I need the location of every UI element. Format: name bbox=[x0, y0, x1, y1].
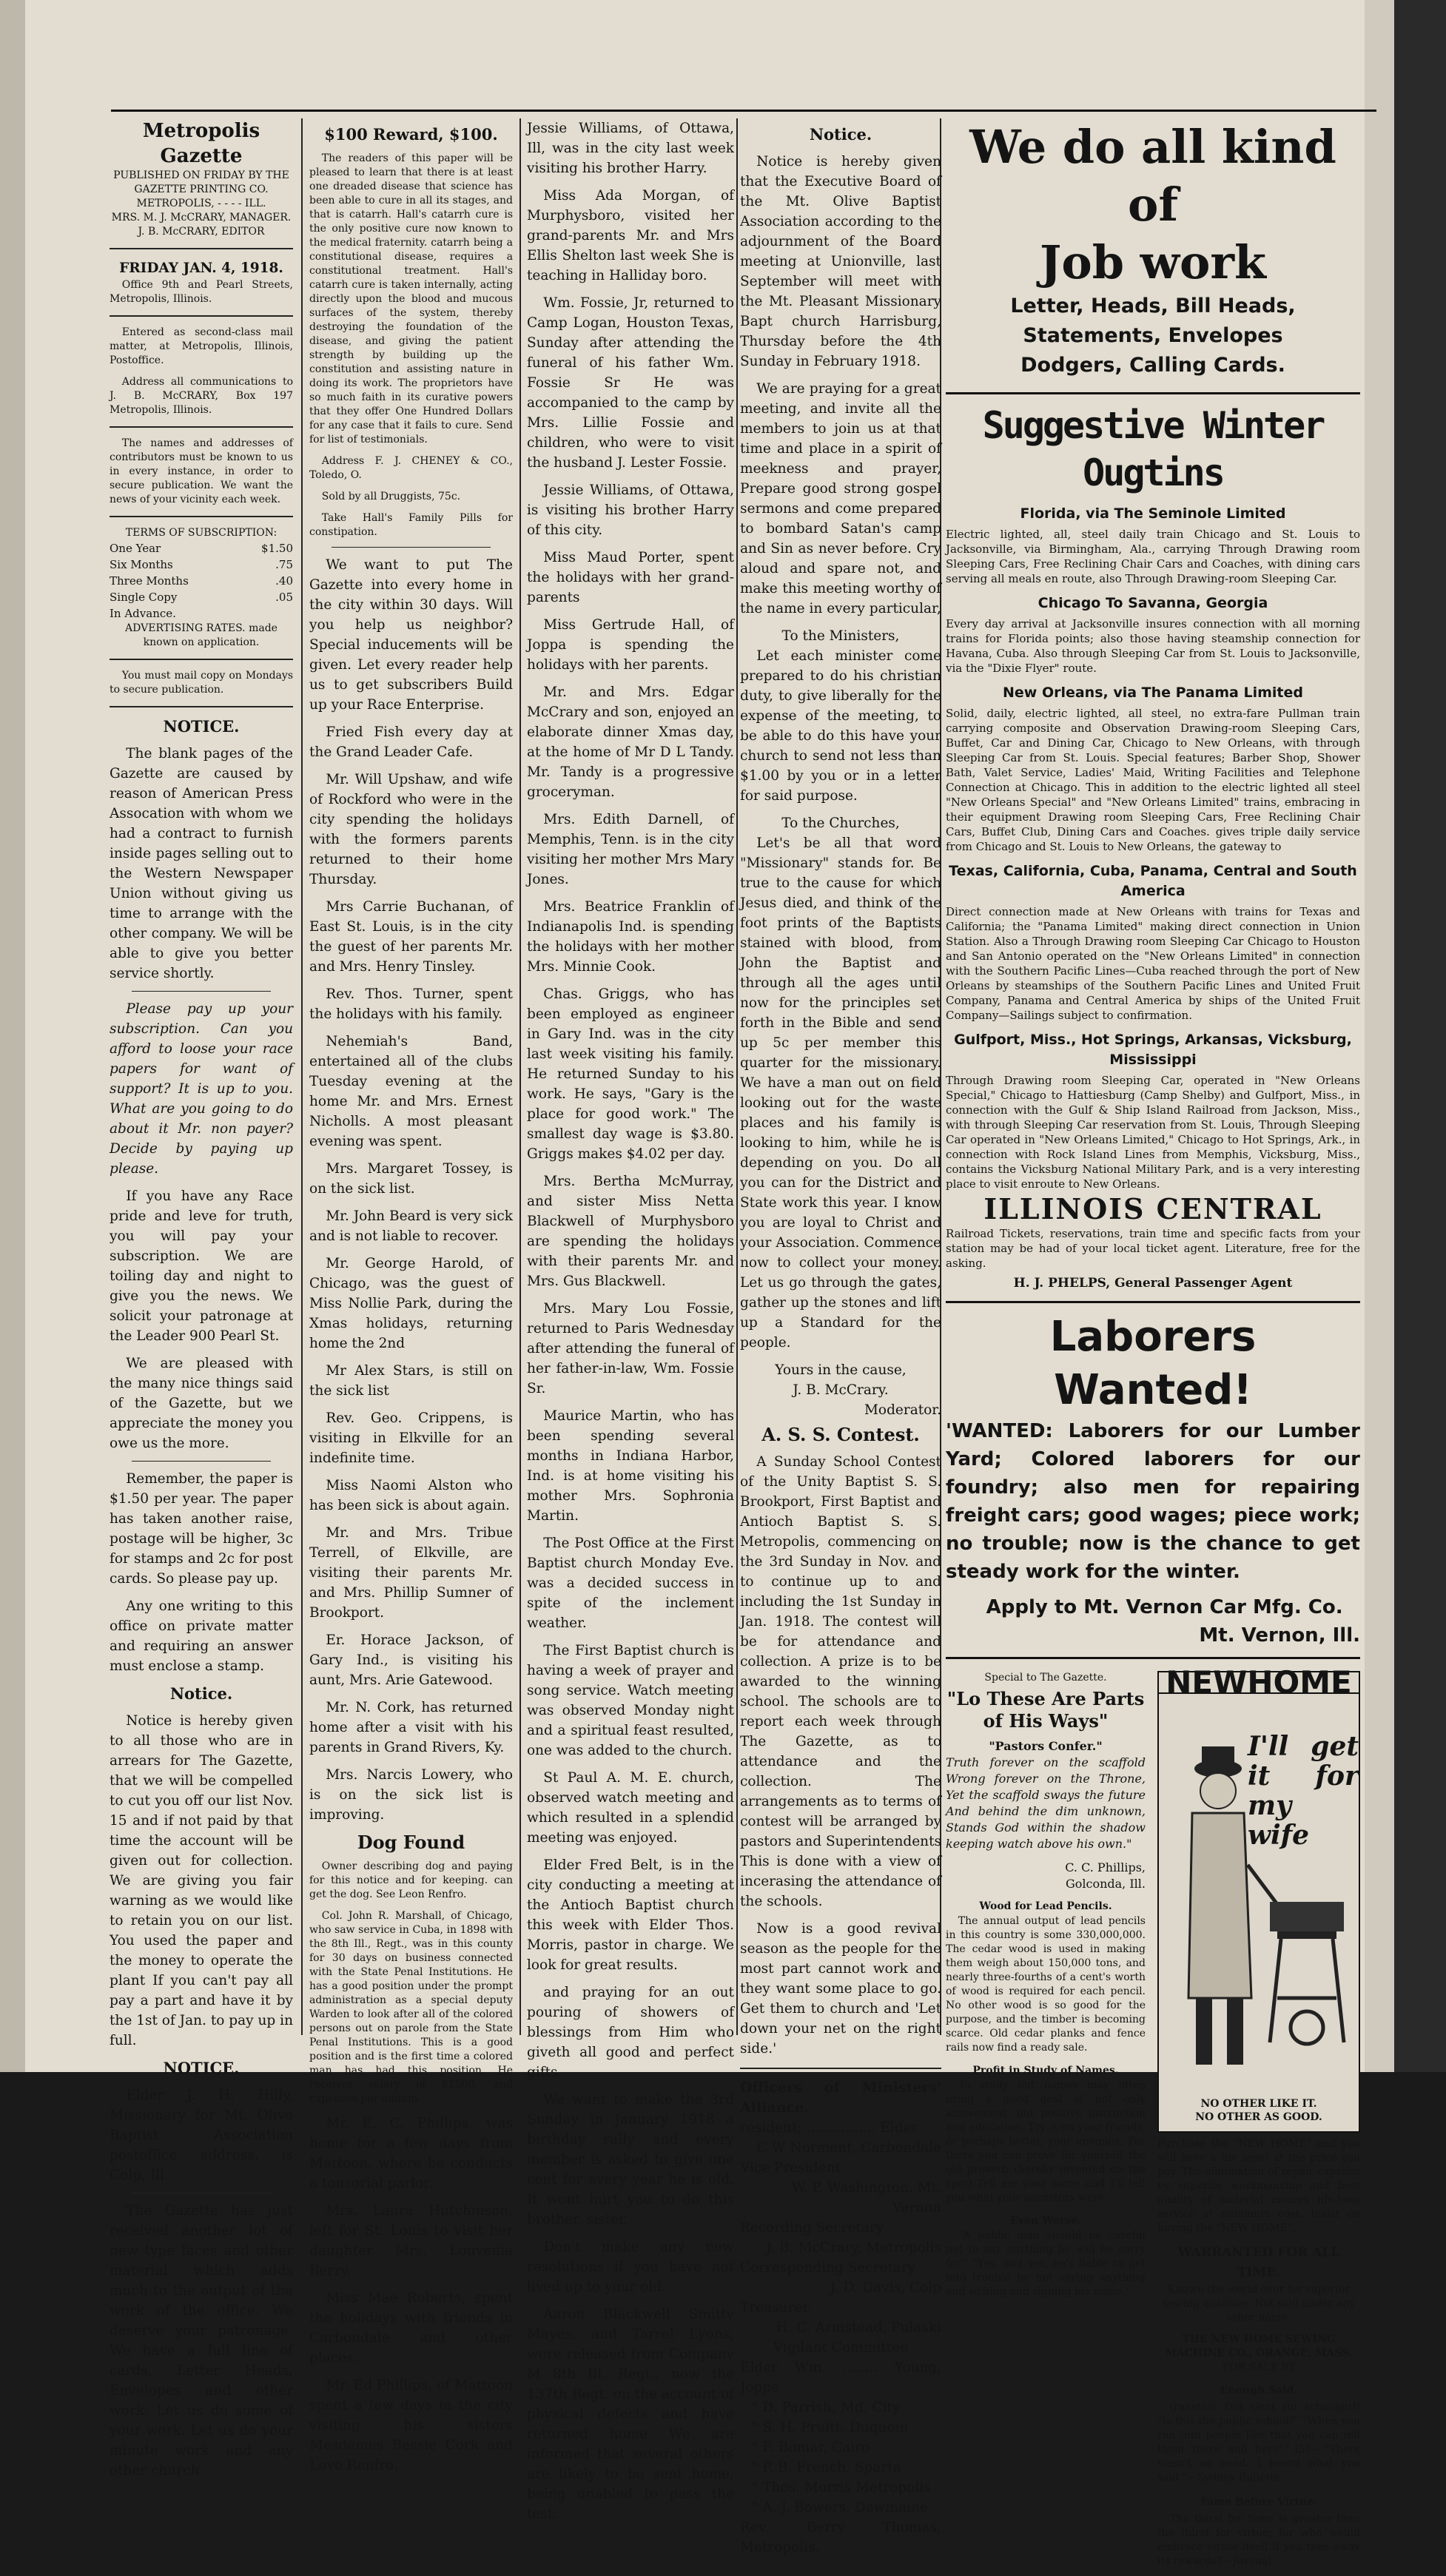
newhome-warranty: WARRANTED FOR ALL TIME. bbox=[1177, 2245, 1340, 2280]
officer-line: " D. Parrish, Md. City bbox=[752, 2400, 901, 2415]
article-text: Miss Mae Roberts, spent the holidays with friends in Carbondale and other places. bbox=[309, 2290, 513, 2366]
officer-line: J. B. McCrary, Metropolis bbox=[766, 2240, 941, 2256]
article-text: We are pleased with the many nice things said of the Gazette, but we appreciate the money you owe us the more. bbox=[110, 1356, 293, 1451]
article-text: Chas. Griggs, who has been employed as engineer in Gary Ind. was in the city last week visiting his family. He returned Sunday to his work. He says, "Gary is the place for good work." The smallest day wage is $3.80. Griggs makes $4.02 per day. bbox=[527, 986, 734, 1162]
even-text: "A public man should be careful not to say anything he will be sorry for." "Yes, and yet, he's liable to get into trouble by not saying anything and writing and signing his name." bbox=[946, 2230, 1146, 2298]
fame-text: The thirst for fame is greater than the thirst for virtue; for who would embrace virtue itself if you take away its rewards?—Juvenal. bbox=[1157, 2513, 1360, 2567]
route-heading: Florida, via The Seminole Limited bbox=[1020, 505, 1286, 522]
article-text: Elder J. H. Hilly, Missionary for Mt. Olive Baptist Association postoffice address, is Colp, Ill. bbox=[110, 2088, 293, 2183]
article-text: Let's be all that word "Missionary" stands for. Be true to the cause for which Jesus died, and think of the foot prints of the Baptists stained with blood, from John the Baptist and through all the ages until now for the principles set forth in the Bible and send up 5c per member this quarter for the missionary. We have a man out on field looking out for the waste places and his family is looking to him, while he is depending on you. Do all you can for the District and State work this year. I know you are loyal to Christ and your Association. Commence now to collect your money. Let us go through the gates, gather up the stones and lift up a Standard for the people. bbox=[740, 835, 941, 1351]
newhome-slogan: I'll get it for my wife bbox=[1248, 1731, 1359, 1851]
to-churches: To the Churches, bbox=[781, 815, 900, 831]
article-text: If you have any Race pride and leve for truth, you will pay your subscription. We are toiling day and night to give you the news. We solicit your patronage at the Leader 900 Pearl St. bbox=[110, 1188, 293, 1344]
advertising-rates: ADVERTISING RATES. made known on application. bbox=[125, 622, 278, 648]
officer-line: resident; ................ Elder bbox=[740, 2120, 918, 2136]
masthead-published: PUBLISHED ON FRIDAY BY THE GAZETTE PRINTING CO. bbox=[113, 169, 289, 195]
article-text: Rev. Geo. Crippens, is visiting in Elkville for an indefinite time. bbox=[309, 1410, 513, 1466]
laborers-city: Mt. Vernon, Ill. bbox=[1199, 1624, 1360, 1647]
officer-line: Recording Secretary bbox=[740, 2220, 884, 2236]
poem-place: Golconda, Ill. bbox=[1065, 1877, 1146, 1891]
column-3 bbox=[527, 118, 734, 2522]
article-text: Mrs. Laura Hutchinson, left for St. Louis to visit her daughter Mrs. Louvenia Berry. bbox=[309, 2203, 513, 2279]
notice-heading: NOTICE. bbox=[163, 2059, 240, 2077]
article-text: Elder Fred Belt, is in the city conducting a meeting at the Antioch Baptist church this week with Elder Thos. Morris, pastor in charge. We look for great results. bbox=[527, 1857, 734, 1973]
wood-text: The annual output of lead pencils in this country is some 330,000,000. The cedar wood is used in making them weigh about 150,000 tons, and nearly three-fourths of a cent's worth of wood is required for each pencil. No other wood is so good for the purpose, and the timber is becoming scarce. Old cedar planks and fence rails now find a ready sale. bbox=[946, 1915, 1146, 2054]
page-edge-left bbox=[0, 0, 25, 2072]
article-text: Mr. and Mrs. Tribue Terrell, of Elkville, are visiting their parents Mr. and Mrs. Phillip Sumner of Brookport. bbox=[309, 1525, 513, 1621]
names-note: The names and addresses of contributors must be known to us in every instance, in order to secure publication. We want the news of your vicinity each week. bbox=[110, 437, 293, 505]
article-text: Mrs. Margaret Tossey, is on the sick list. bbox=[309, 1161, 513, 1197]
parts-title: "Lo These Are Parts of His Ways" bbox=[946, 1688, 1145, 1732]
officer-line: Vigilant Committee bbox=[773, 2340, 908, 2355]
officer-line: Treasurer bbox=[740, 2300, 810, 2316]
reward-sold: Sold by all Druggists, 75c. bbox=[321, 491, 461, 502]
top-rule bbox=[111, 110, 1376, 112]
article-text: Mr. John Beard is very sick and is not liable to recover. bbox=[309, 1208, 513, 1244]
officer-line: H. C. Armstead, Pulaski bbox=[776, 2320, 941, 2335]
officer-line: W. P. Washington, Mt. Vernon bbox=[791, 2180, 941, 2216]
column-4 bbox=[740, 118, 941, 2555]
job-work-title-1: We do all kind of bbox=[969, 120, 1336, 232]
article-text: Don't make any new resolutions if you have not lived up to your old. bbox=[527, 2239, 734, 2295]
article-text: Mrs. Beatrice Franklin of Indianapolis Ind. is spending the holidays with her mother Mrs. Minnie Cook. bbox=[527, 899, 734, 975]
article-text: Please pay up your subscription. Can you afford to loose your race papers for want of support? It is up to you. What are you going to do about it Mr. non payer? Decide by paying up please. bbox=[110, 1001, 293, 1177]
notice-heading: Notice. bbox=[169, 1684, 233, 1703]
pastors-title: "Pastors Confer." bbox=[989, 1739, 1103, 1753]
article-text: Remember, the paper is $1.50 per year. The paper has taken another raise, postage will be higher, 3c for stamps and 2c for post cards. So please pay up. bbox=[110, 1471, 293, 1587]
page-edge-shadow bbox=[1365, 0, 1394, 2072]
terms-row: Three Months .40 bbox=[110, 574, 293, 588]
newhome-tag: NO OTHER AS GOOD. bbox=[1195, 2111, 1322, 2123]
article-text: Mrs. Narcis Lowery, who is on the sick list is improving. bbox=[309, 1767, 513, 1823]
contest-heading: A. S. S. Contest. bbox=[761, 1424, 920, 1445]
signature-title: Moderator. bbox=[864, 1402, 941, 1418]
laborers-text: 'WANTED: Laborers for our Lumber Yard; Colored laborers for our foundry; also men for repairing freight cars; good wages; piece work; no trouble; now is the chance to get steady work for the winter. bbox=[946, 1420, 1360, 1583]
officer-line: J. D. Davis, Colp bbox=[830, 2280, 941, 2296]
newhome-title: NEWHOME bbox=[1159, 1672, 1359, 1694]
mail-copy-note: You must mail copy on Mondays to secure publication. bbox=[110, 670, 293, 696]
notice-heading: NOTICE. bbox=[163, 717, 240, 736]
article-text: Miss Naomi Alston who has been sick is about again. bbox=[309, 1478, 513, 1513]
route-text: Solid, daily, electric lighted, all steel, no extra-fare Pullman train carrying composite and Observation Drawing-room Sleeping Cars, Buffet, Car and Dining Car, Chicago to New Orleans, with through Sleeping Car from St. Louis. Special features; Barber Shop, Shower Bath, Valet Service, Ladies' Maid, Writing Facilities and Telephone Connection at Chicago. This in addition to the electric lighted all steel "New Orleans Special" and "New Orleans Limited" trains, embracing in their equipment Drawing room Sleeping Cars, Free Reclining Chair Cars, Buffet Club, Dining Cars and Coaches. gives triple daily service from Chicago and St. Louis to New Orleans, the gateway to bbox=[946, 707, 1360, 853]
column-rule bbox=[519, 118, 521, 2035]
masthead-title: Metropolis Gazette bbox=[142, 120, 260, 167]
signature-name: J. B. McCrary. bbox=[793, 1382, 889, 1398]
poem-author: C. C. Phillips, bbox=[1065, 1860, 1146, 1874]
article-text: Nehemiah's Band, entertained all of the clubs Tuesday evening at the home Mr. and Mrs. Ernest Nicholls. A most pleasant evening was spent. bbox=[309, 1034, 513, 1149]
dog-found-heading: Dog Found bbox=[357, 1832, 465, 1853]
article-text: St Paul A. M. E. church, observed watch meeting and which resulted in a splendid meeting was enjoyed. bbox=[527, 1770, 734, 1846]
column-1 bbox=[110, 118, 293, 2478]
article-text: Let each minister come prepared to do his christian duty, to give liberally for the expense of the meeting, to be able to do this have your church to send not less than $1.00 by you or in a letter for said purpose. bbox=[740, 648, 941, 804]
article-text: Mrs. Bertha McMurray, and sister Miss Netta Blackwell of Murphysboro are spending the holidays with their parents Mr. and Mrs. Gus Blackwell. bbox=[527, 1174, 734, 1289]
article-text: We want to put The Gazette into every home in the city within 30 days. Will you help us neighbor? Special inducements will be given. Let every reader help us to get subscribers Build up your Race Enterprise. bbox=[309, 557, 513, 713]
profit-text: To study out names may often bring a good deal of not only amusement, but positive instruction and education. Try it on your friends, or perhaps better, your enemies. For there you can prove for yourself the old proverb (hereby invented on the spot) Tell me your name and I'll tell you what your ancestors were. bbox=[946, 2079, 1146, 2204]
illinois-central-ad bbox=[946, 394, 1360, 1303]
article-text: Mrs. Edith Darnell, of Memphis, Tenn. is in the city visiting her mother Mrs Mary Jones. bbox=[527, 812, 734, 887]
enough-text: (raaethle Old Gent (to schoolgirl) "Is this the public school?" "When you run into people like that you can tell them 'there' and 'here'." (5)— "There wasn't no need. I heard what you said."—Sydney Bulletin. bbox=[1157, 2401, 1360, 2483]
to-ministers: To the Ministers, bbox=[781, 628, 900, 644]
article-text: Mrs. Mary Lou Fossie, returned to Paris Wednesday after attending the funeral of her father-in-law, Wm. Fossie Sr. bbox=[527, 1301, 734, 1396]
article-text: Notice is hereby given to all those who are in arrears for The Gazette, that we will be compelled to cut you off our list Nov. 15 and if not paid by that time the account will be given out for collection. We are giving you fair warning as we would like to retain you on our list. You used the paper and the money to operate the plant If you can't pay all pay a part and have it by the 1st of Jan. to pay up in full. bbox=[110, 1713, 293, 2048]
article-text: Mr. Ed Phillips, of Mattoon spent a few days in the city visiting his sisters Mesdames Bessie Cork and Love Renfro. bbox=[309, 2378, 513, 2473]
office-address: Office 9th and Pearl Streets, Metropolis, Illinois. bbox=[110, 279, 293, 305]
route-heading: Gulfport, Miss., Hot Springs, Arkansas, Vicksburg, Mississippi bbox=[954, 1032, 1352, 1068]
notice-heading: Notice. bbox=[809, 125, 872, 144]
divider bbox=[132, 1461, 271, 1462]
divider bbox=[110, 248, 293, 249]
reward-address: Address F. J. CHENEY & CO., Toledo, O. bbox=[309, 455, 513, 481]
address-note: Address all communications to J. B. McCRARY, Box 197 Metropolis, Illinois. bbox=[110, 376, 293, 416]
signature-line: Yours in the cause, bbox=[775, 1362, 907, 1378]
article-text: Mr. Will Upshaw, and wife of Rockford who were in the city spending the holidays with the formers parents returned to their home Thursday. bbox=[309, 772, 513, 887]
laborers-wanted-ad bbox=[946, 1303, 1360, 1659]
article-text: Notice is hereby given that the Executive Board of the Mt. Olive Baptist Association according to the adjournment of the Board meeting at Unionville, last September will meet with the Mt. Pleasant Missionary Bapt church Harrisburg, Thursday before the 4th Sunday in February 1918. bbox=[740, 154, 941, 369]
article-text: Col. John R. Marshall, of Chicago, who saw service in Cuba, in 1898 with the 8th Ill., Regt., was in this county for 30 days on business connected with the State Penal Institutions. He has a good position under the prompt administration as a special deputy Warden to look after all of the colored persons out on parole from the State Penal Institutions. This is a good position and is the first time a colored man has had this position. He receives salary of $1500, and expenses per annum. bbox=[309, 1910, 513, 2105]
article-text: Mr Alex Stars, is still on the sick list bbox=[309, 1363, 513, 1399]
route-text: Direct connection made at New Orleans with trains for Texas and California; the "Panama Limited" making direct connection in Union Station. Also a Through Drawing room Sleeping Car Chicago to Houston and San Antonio operated on the "New Orleans Limited" in connection with the Southern Pacific Lines—Cuba reached through the port of New Orleans by steamships of the Southern Pacific Lines and United Fruit Company, Panama and Central America by ships of the United Fruit Company—Sailings subject to confirmation. bbox=[946, 905, 1360, 1022]
issue-date: FRIDAY JAN. 4, 1918. bbox=[119, 260, 283, 276]
job-work-line: Statements, Envelopes bbox=[1023, 324, 1283, 347]
masthead-editor: J. B. McCRARY, EDITOR bbox=[138, 226, 265, 238]
article-text: Wm. Fossie, Jr, returned to Camp Logan, Houston Texas, Sunday after attending the funeral of his father Wm. Fossie Sr He was accompanied to the camp by Mrs. Lillie Fossie and children, who were to visit the husband J. Lester Fossie. bbox=[527, 295, 734, 471]
officer-line: " Thos. Morris Metropolis bbox=[752, 2480, 931, 2495]
article-text: Any one writing to this office on private matter and requiring an answer must enclose a stamp. bbox=[110, 1598, 293, 1674]
fame-heading: Fame Before Virtue. bbox=[1200, 2496, 1317, 2508]
miscellany-column bbox=[946, 1671, 1146, 2576]
divider bbox=[110, 706, 293, 707]
article-text: We want to make the 3rd Sunday in January 1918 a birthday rally and every member is asked to give one cent for every year he is old. It wont hurt you to do this brother, sister. bbox=[527, 2092, 734, 2227]
article-text: Aaron Blackwell Smitty Mayes, and Tarrel Lyons, were released from Company M 8th Ill. Regt., now the 137th Regt. on the account of physical defects and have returned home We are informed that several others are likely to be sent home, being unabled to pass the test. bbox=[527, 2307, 734, 2522]
newhome-ad bbox=[1157, 1664, 1360, 2133]
article-text: Fried Fish every day at the Grand Leader Cafe. bbox=[309, 724, 513, 760]
terms-row: Six Months .75 bbox=[110, 558, 293, 571]
newhome-text: Purchase the "NEW HOME" and you will have a life asset at the price you pay. The elimination of repair expense by superior workmanship and best quality of material insures life-long service at minimum cost. Insist on having the "NEW HOME". bbox=[1157, 2138, 1360, 2234]
officer-line: " S. H. Pruitt, Duquoin bbox=[752, 2420, 909, 2435]
route-text: Electric lighted, all, steel daily train Chicago and St. Louis to Jacksonville, via Birmingham, Ala., carrying Through Drawing room Sleeping Cars, Free Reclining Chair Cars and Coaches, with dining cars serving all meals en route, also Through Drawing-room Sleeping Car. bbox=[946, 528, 1360, 585]
divider bbox=[740, 2068, 941, 2069]
route-text: Through Drawing room Sleeping Car, operated in "New Orleans Special," Chicago to Hattiesburg (Camp Shelby) and Gulfport, Miss., in connection with the Gulf & Ship Island Railroad from Jackson, Miss., with through Sleeping Car reservation from St. Louis, Through Sleeping Car operated in "New Orleans Limited," Chicago to Hot Springs, Ark., in connection with Rock Island Lines from Memphis, Vicksburg, Miss., contains the Vicksburg National Military Park, and is a very interesting place to visit enroute to New Orleans. bbox=[946, 1074, 1360, 1191]
newhome-tagline bbox=[1166, 2097, 1351, 2124]
column-2 bbox=[309, 118, 513, 2473]
article-text: Jessie Williams, of Ottawa, is visiting his brother Harry of this city. bbox=[527, 482, 734, 538]
article-text: Mrs Carrie Buchanan, of East St. Louis, is in the city the guest of her parents Mr. and Mrs. Henry Tinsley. bbox=[309, 899, 513, 975]
article-text: Miss Maud Porter, spent the holidays with her grand-parents bbox=[527, 550, 734, 605]
officer-line: " F. Bomar, Cairo bbox=[752, 2440, 870, 2455]
route-heading: Chicago To Savanna, Georgia bbox=[1038, 595, 1268, 611]
article-text: The Gazette has just received another lot of new type faces and other material which adds much to the output of the work of the office. We deserve your patronage. We have a full line of cards, Letter Heads, Envelopes and other work. Let us do some of your work. Let us do your minute work and any other church bbox=[110, 2203, 293, 2478]
divider bbox=[110, 659, 293, 660]
passenger-agent: H. J. PHELPS, General Passenger Agent bbox=[1013, 1276, 1293, 1291]
terms-row: One Year $1.50 bbox=[110, 542, 293, 555]
job-work-line: Letter, Heads, Bill Heads, bbox=[1010, 295, 1296, 317]
job-work-title-2: Job work bbox=[1040, 235, 1266, 289]
article-text: Miss Gertrude Hall, of Joppa is spending the holidays with her parents. bbox=[527, 617, 734, 673]
divider bbox=[110, 315, 293, 317]
article-text: Rev. Thos. Turner, spent the holidays with his family. bbox=[309, 986, 513, 1022]
laborers-apply: Apply to Mt. Vernon Car Mfg. Co. bbox=[986, 1596, 1343, 1618]
terms-title: TERMS OF SUBSCRIPTION: bbox=[125, 527, 278, 539]
article-text: Jessie Williams, of Ottawa, Ill, was in the city last week visiting his brother Harry. bbox=[527, 121, 734, 176]
winter-outings-title: Suggestive Winter Ougtins bbox=[982, 404, 1324, 494]
laborers-title: Laborers Wanted! bbox=[1049, 1313, 1257, 1414]
article-text: We are praying for a great meeting, and invite all the members to join us at that time and place in a spirit of meekness and prayer, Prepare good strong gospel sermons and come prepared to bombard Satan's camp and Sin as never before. Cry aloud and spare not, and make this meeting worthy of the name in every particular, bbox=[740, 381, 941, 616]
officer-line: " A. J. Bowers, Dewmaine bbox=[752, 2500, 928, 2515]
newhome-column bbox=[1157, 1664, 1360, 2576]
profit-heading: Profit in Study of Names. bbox=[972, 2065, 1119, 2076]
terms-row: In Advance. bbox=[110, 607, 176, 620]
newhome-sale: FOR SALE BY bbox=[1222, 2361, 1296, 2373]
route-text: Every day arrival at Jacksonville insures connection with all morning trains for Florida points; also those having steamship connection for Havana, Cuba. Also through Sleeping Car from St. Louis to Jacksonville, via the "Dixie Flyer" route. bbox=[946, 617, 1360, 675]
officers-heading: Officers of Ministers' Alliance. bbox=[740, 2079, 941, 2116]
divider bbox=[110, 516, 293, 517]
article-text: A Sunday School Contest of the Unity Baptist S. S. Brookport, First Baptist and Antioch Baptist S. S. Metropolis, commencing on the 3rd Sunday in Nov. and to continue up to and including the 1st Sunday in Jan. 1918. The contest will be for attendance and collection. A prize is to be awarded to the winning school. The schools are to report each week through The Gazette, as to attendance and the collection. The arrangements as to terms of contest will be arranged by pastors and Superintendents This is done with a view of incerasing the attendance of the schools. bbox=[740, 1454, 941, 1909]
ticket-info: Railroad Tickets, reservations, train time and specific facts from your station may be had of your local ticket agent. Literature, free for the asking. bbox=[946, 1227, 1360, 1270]
scan-border-right bbox=[1394, 0, 1446, 2072]
enough-heading: Enough Said. bbox=[1220, 2384, 1298, 2396]
even-heading: Even Worse. bbox=[1010, 2215, 1081, 2227]
poem-text: Truth forever on the scaffold Wrong forever on the Throne, Yet the scaffold sways the future And behind the dim unknown, Stands God within the shadow keeping watch above his own." bbox=[946, 1755, 1146, 1851]
masthead-place: METROPOLIS, - - - - ILL. bbox=[136, 198, 266, 209]
route-heading: Texas, California, Cuba, Panama, Central and South America bbox=[949, 863, 1357, 899]
officer-line: Corresponding Secretary bbox=[740, 2260, 916, 2276]
entered-note: Entered as second-class mail matter, at Metropolis, Illinois, Postoffice. bbox=[110, 326, 293, 366]
route-heading: New Orleans, via The Panama Limited bbox=[1002, 685, 1303, 701]
article-text: The First Baptist church is having a week of prayer and song service. Watch meeting was observed Monday night and a spiritual feast resulted, one was added to the church. bbox=[527, 1643, 734, 1758]
masthead-manager: MRS. M. J. McCRARY, MANAGER. bbox=[111, 212, 292, 223]
column-rule bbox=[736, 118, 738, 2035]
column-rule bbox=[301, 118, 303, 2035]
reward-heading: $100 Reward, $100. bbox=[324, 125, 498, 144]
dog-found-text: Owner describing dog and paying for this notice and for keeping. can get the dog. See Leon Renfro. bbox=[309, 1860, 513, 1900]
terms-row: Single Copy .05 bbox=[110, 591, 293, 604]
article-text: Mr. and Mrs. Edgar McCrary and son, enjoyed an elaborate dinner Xmas day, at the home of Mr D L Tandy. Mr. Tandy is a progressive groceryman. bbox=[527, 685, 734, 800]
advertisements-column bbox=[946, 118, 1360, 2567]
job-work-ad bbox=[946, 118, 1360, 394]
illinois-central-title: ILLINOIS CENTRAL bbox=[983, 1192, 1322, 1225]
article-text: The Post Office at the First Baptist church Monday Eve. was a decided success in spite of the inclement weather. bbox=[527, 1536, 734, 1631]
reward-pills: Take Hall's Family Pills for constipation. bbox=[309, 512, 513, 538]
newhome-known: Known the world over for superior sewing qualities. Not sold under any other name. bbox=[1162, 2284, 1356, 2324]
wood-heading: Wood for Lead Pencils. bbox=[979, 1900, 1112, 1912]
officer-line: C W Norment, Carbondale bbox=[756, 2140, 941, 2156]
article-text: Er. Horace Jackson, of Gary Ind., is visiting his aunt, Mrs. Arie Gatewood. bbox=[309, 1632, 513, 1688]
divider bbox=[332, 547, 491, 548]
article-text: Miss Ada Morgan, of Murphysboro, visited her grand-parents Mr. and Mrs Ellis Shelton last week She is teaching in Halliday boro. bbox=[527, 188, 734, 283]
officer-line: Elder Wm. ........ Young, Joppa bbox=[740, 2360, 941, 2395]
lower-ads bbox=[946, 1664, 1360, 2576]
divider bbox=[132, 991, 271, 992]
article-text: Mr. E. C. Phillips, was home for a few days from Mattoon, where he conducts a tonsorial parlor. bbox=[309, 2116, 513, 2191]
reward-text: The readers of this paper will be pleased to learn that there is at least one dreaded disease that science has been able to cure in all its stages, and that is catarrh. Hall's catarrh cure is the only positive cure now known to the medical fraternity. catarrh being a constitutional disease, requires a constitutional treatment. Hall's catarrh cure is taken internally, acting directly upon the blood and mucous surfaces of the system, thereby destroying the foundation of the disease, and giving the patient strength by building up the constitution and assisting nature in doing its work. The proprietors have so much faith in its curative powers that they offer One Hundred Dollars for any case that it fails to cure. Send for list of testimonials. bbox=[309, 152, 513, 445]
officer-line: Vice President bbox=[740, 2160, 841, 2176]
newhome-tag: NO OTHER LIKE IT. bbox=[1200, 2098, 1317, 2110]
notice-text: The blank pages of the Gazette are caused by reason of American Press Assocation with whom we had a contract to furnish inside pages selling out to the Western Newspaper Union without giving us time to arrange with the other company. We will be able to give you better service shortly. bbox=[110, 746, 293, 981]
divider bbox=[110, 426, 293, 428]
article-text: and praying for an out pouring of showers of blessings from Him who giveth all good and perfect gifts. bbox=[527, 1985, 734, 2080]
article-text: Maurice Martin, who has been spending several months in Indiana Harbor, Ind. is at home visiting his mother Mrs. Sophronia Martin. bbox=[527, 1408, 734, 1524]
officer-line: " P. B. French, Sparta bbox=[752, 2460, 901, 2475]
article-text: Mr. George Harold, of Chicago, was the guest of Miss Nollie Park, during the Xmas holidays, returning home the 2nd bbox=[309, 1256, 513, 1351]
job-work-line: Dodgers, Calling Cards. bbox=[1020, 354, 1285, 377]
special-line: Special to The Gazette. bbox=[984, 1672, 1107, 1684]
article-text: Mr. N. Cork, has returned home after a visit with his parents in Grand Rivers, Ky. bbox=[309, 1700, 513, 1755]
officer-line: Rev. Berry Thomas, Metropolis. bbox=[740, 2520, 941, 2555]
newhome-company: THE NEW HOME SEWING MACHINE CO., ORANGE, MASS. bbox=[1165, 2333, 1353, 2359]
article-text: Now is a good revival season as the people for the most part cannot work and they want some place to go. Get them to church and 'Let down your net on the right side.' bbox=[740, 1921, 941, 2057]
